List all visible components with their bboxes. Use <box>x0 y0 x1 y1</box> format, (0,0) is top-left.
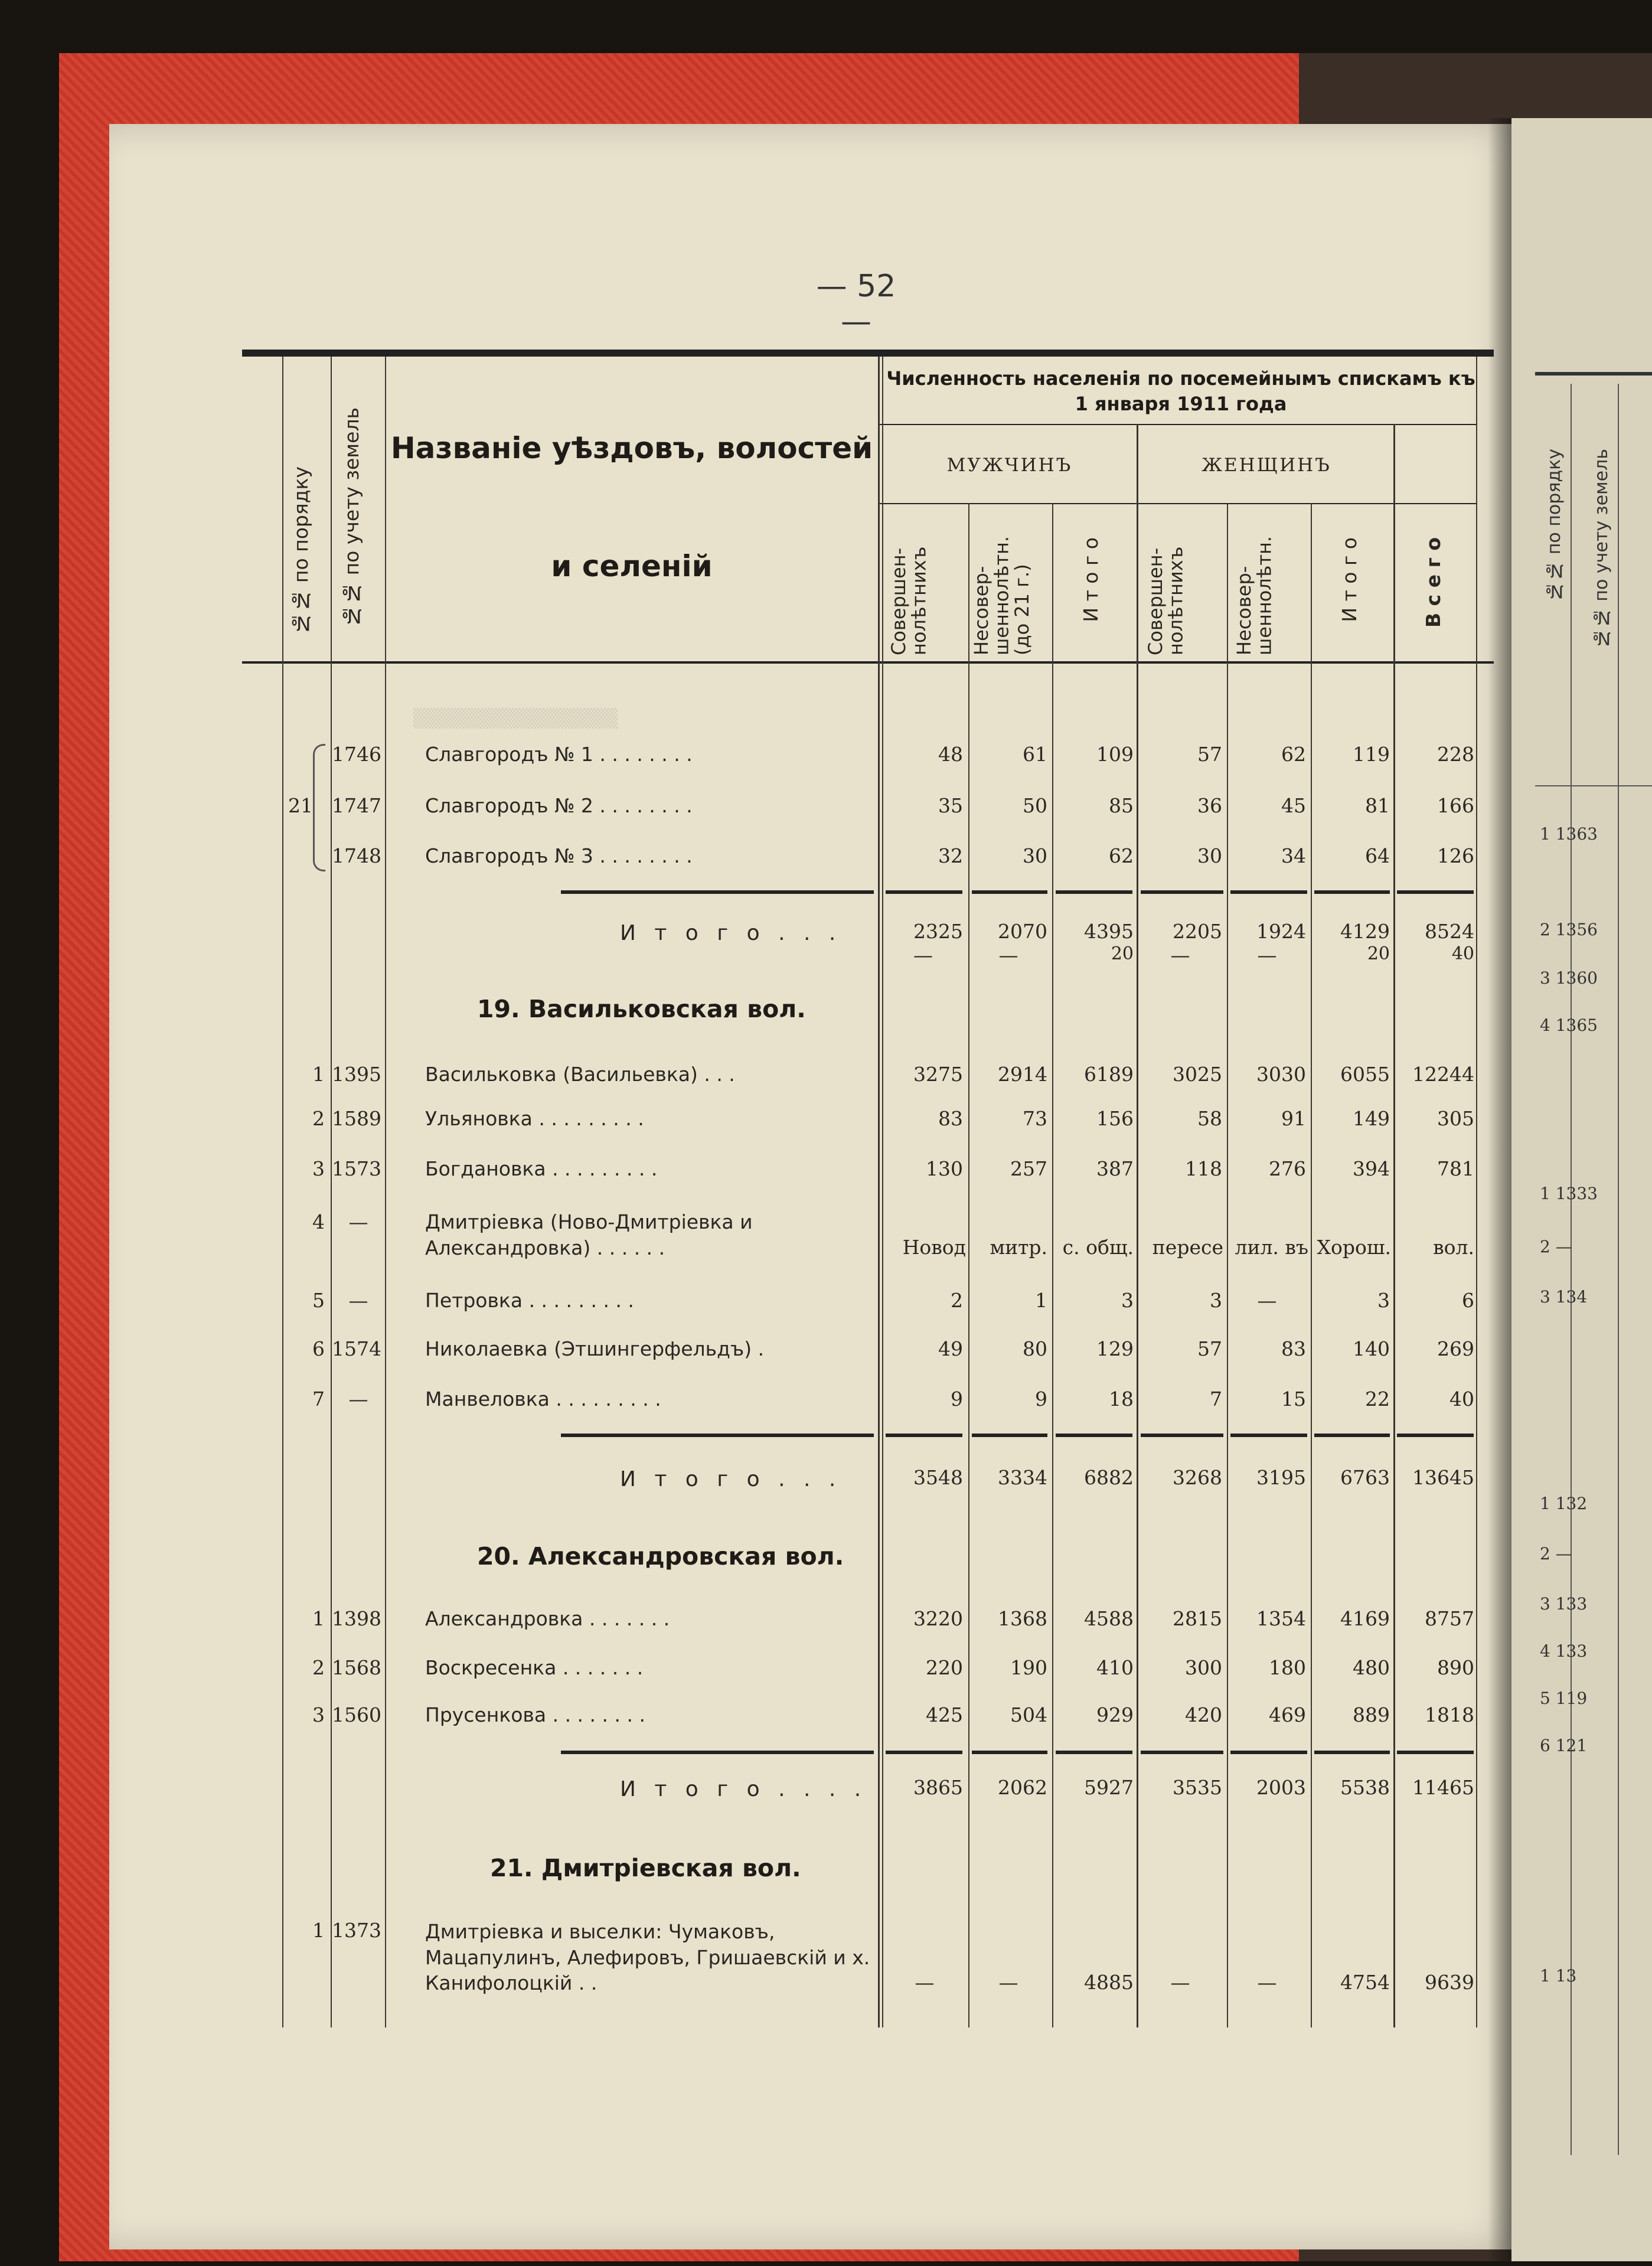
total-rule <box>1314 1751 1390 1754</box>
total-rule <box>1141 1434 1223 1437</box>
title-header-line1: Названіе уѣздовъ, волостей <box>390 431 873 465</box>
women-adult-value: 57 <box>1197 743 1222 766</box>
total-rule <box>886 890 962 894</box>
land-number: 1398 <box>332 1607 381 1630</box>
settlement-name: Воскресенка . . . . . . . <box>425 1656 644 1679</box>
population-subrule <box>880 424 1476 425</box>
women-adult-value: 300 <box>1185 1656 1222 1679</box>
total-rule <box>1230 890 1307 894</box>
total-label: И т о г о . . . <box>620 921 842 945</box>
all-value: 1818 <box>1425 1703 1474 1726</box>
order-number: 1 <box>312 1063 325 1086</box>
men-minor-value: 1368 <box>998 1607 1047 1630</box>
all-header: В с е г о <box>1422 537 1445 628</box>
women-adult-total: 3535 <box>1173 1776 1222 1799</box>
land-number: 1574 <box>332 1337 381 1360</box>
total-label: И т о г о . . . <box>620 1467 842 1491</box>
women-adult-value: 36 <box>1197 794 1222 817</box>
women-adult-value: 7 <box>1210 1387 1222 1410</box>
men-total-value: 62 <box>1109 844 1134 867</box>
page-number: — 52 — <box>816 269 896 339</box>
total-rule <box>1230 1434 1307 1437</box>
order-number: 3 <box>312 1703 325 1726</box>
all-value: 305 <box>1437 1107 1474 1130</box>
order-number: 1 <box>312 1919 325 1942</box>
total-rule <box>1397 1434 1474 1437</box>
col-rule-11 <box>1476 357 1477 2027</box>
all-value: 890 <box>1437 1656 1474 1679</box>
women-minor-value: 469 <box>1269 1703 1306 1726</box>
land-number: 1560 <box>332 1703 381 1726</box>
all-value: 126 <box>1437 844 1474 867</box>
all-value: 166 <box>1437 794 1474 817</box>
men-total-value: 387 <box>1096 1157 1134 1180</box>
table-top-rule <box>242 350 1494 357</box>
settlement-name: Славгородъ № 2 . . . . . . . . <box>425 794 693 817</box>
settlement-name: Петровка . . . . . . . . . <box>425 1289 634 1312</box>
men-total-value: 4885 <box>1084 1971 1134 1994</box>
facing-row: 3 133 <box>1540 1594 1588 1614</box>
women-total-value: 81 <box>1365 794 1390 817</box>
women-adult-value: 3025 <box>1173 1063 1222 1086</box>
land-number: 1373 <box>332 1919 381 1942</box>
men-total-value: 129 <box>1096 1337 1134 1360</box>
men-adult-value: 9 <box>951 1387 963 1410</box>
order-number: 1 <box>312 1607 325 1630</box>
women-minor-value: 180 <box>1269 1656 1306 1679</box>
facing-row: 2 — <box>1540 1237 1572 1256</box>
settlement-name: Прусенкова . . . . . . . . <box>425 1703 645 1726</box>
facing-col-rule <box>1618 384 1619 2155</box>
facing-row: 3 1360 <box>1540 968 1598 988</box>
total-rule <box>1397 890 1474 894</box>
men-total-note: с. общ. <box>1062 1236 1134 1259</box>
facing-row: 1 13 <box>1540 1966 1577 1986</box>
total-rule <box>1397 1751 1474 1754</box>
women-total-value: 119 <box>1353 743 1390 766</box>
women-minor-value: 34 <box>1281 844 1306 867</box>
women-adult-value: 2815 <box>1173 1607 1222 1630</box>
all-value: 12244 <box>1412 1063 1474 1086</box>
all-value: 40 <box>1449 1387 1474 1410</box>
title-header-line2: и селеній <box>551 549 713 583</box>
women-adult-total: 2205 <box>1173 920 1222 943</box>
settlement-name: Дмитріевка и выселки: Чумаковъ, Мацапулинъ, Алефировъ, Гришаевскій и х. Канифолоцкій . . <box>425 1920 870 1995</box>
women-adult-value: 3 <box>1210 1289 1222 1312</box>
order-number: 21 <box>288 794 313 817</box>
men-minor-value: 1 <box>1035 1289 1047 1312</box>
women-total-value: 140 <box>1353 1337 1390 1360</box>
men-adult-value: 48 <box>938 743 963 766</box>
col-land-header: №№ по учету земель <box>340 407 363 628</box>
total-rule <box>972 1434 1047 1437</box>
men-adult-value: 2 <box>951 1289 963 1312</box>
men-adult-value: 130 <box>926 1157 963 1180</box>
total-rule <box>561 890 874 894</box>
men-minor-value: 73 <box>1023 1107 1047 1130</box>
section-title: 20. Александровская вол. <box>477 1542 844 1570</box>
women-adult-value: 30 <box>1197 844 1222 867</box>
land-number: 1589 <box>332 1107 381 1130</box>
all-total-extra: 40 <box>1451 943 1474 964</box>
facing-col-order-header: №№ по порядку <box>1544 449 1565 602</box>
men-header: МУЖЧИНЪ <box>946 455 1073 476</box>
land-number: 1395 <box>332 1063 381 1086</box>
col-rule-4 <box>878 357 880 2027</box>
total-rule <box>1056 1751 1132 1754</box>
women-total-note: Хорош. <box>1317 1236 1391 1259</box>
all-total: 11465 <box>1412 1776 1474 1799</box>
facing-row: 2 1356 <box>1540 920 1598 939</box>
total-rule <box>561 1434 874 1437</box>
women-minor-total: 1924 <box>1256 920 1306 943</box>
women-total-total: 6763 <box>1340 1466 1390 1489</box>
dash: — <box>1257 943 1277 967</box>
settlement-name: Славгородъ № 3 . . . . . . . . <box>425 844 693 867</box>
men-adult-header: Совершен- нолѣтнихъ <box>887 546 931 655</box>
women-total-value: 6055 <box>1340 1063 1390 1086</box>
land-number: 1568 <box>332 1656 381 1679</box>
men-total-total: 4395 <box>1084 920 1134 943</box>
order-number: 2 <box>312 1107 325 1130</box>
women-total-total: 4129 <box>1340 920 1390 943</box>
men-minor-value: 504 <box>1010 1703 1047 1726</box>
men-total-value: 3 <box>1121 1289 1134 1312</box>
col-rule-2 <box>331 357 332 2027</box>
women-total-value: 149 <box>1353 1107 1390 1130</box>
women-adult-value: 57 <box>1197 1337 1222 1360</box>
total-rule <box>972 890 1047 894</box>
women-header: ЖЕНЩИНЪ <box>1202 455 1331 476</box>
facing-top-rule <box>1535 372 1652 376</box>
total-rule <box>972 1751 1047 1754</box>
dash: — <box>913 943 933 967</box>
men-total-total-extra: 20 <box>1111 943 1134 964</box>
men-minor-value: — <box>998 1971 1018 1994</box>
order-bracket <box>313 744 325 871</box>
women-minor-value: 62 <box>1281 743 1306 766</box>
header-bottom-rule <box>242 661 1494 664</box>
all-value: 6 <box>1462 1289 1474 1312</box>
men-minor-value: 2914 <box>998 1063 1047 1086</box>
men-minor-header: Несовер- шеннолѣтн. (до 21 г.) <box>970 536 1034 655</box>
women-minor-value: 1354 <box>1256 1607 1306 1630</box>
total-rule <box>1314 1434 1390 1437</box>
order-number: 7 <box>312 1387 325 1410</box>
men-adult-total: 3548 <box>913 1466 963 1489</box>
women-total-total-extra: 20 <box>1367 943 1390 964</box>
land-number: — <box>348 1387 368 1410</box>
women-adult-value: 58 <box>1197 1107 1222 1130</box>
land-number: 1748 <box>332 844 381 867</box>
men-minor-value: 30 <box>1023 844 1047 867</box>
men-adult-value: 35 <box>938 794 963 817</box>
population-header: Численность населенія по посемейнымъ спискамъ къ 1 января 1911 года <box>886 367 1475 416</box>
women-minor-total: 2003 <box>1256 1776 1306 1799</box>
all-value: 228 <box>1437 743 1474 766</box>
settlement-name: Александровка . . . . . . . <box>425 1607 670 1630</box>
all-value: 8757 <box>1425 1607 1474 1630</box>
facing-row: 1 1363 <box>1540 824 1598 844</box>
total-rule <box>561 1751 874 1754</box>
women-total-total: 5538 <box>1340 1776 1390 1799</box>
men-minor-value: 61 <box>1023 743 1047 766</box>
all-total: 8524 <box>1425 920 1474 943</box>
order-number: 4 <box>312 1210 325 1233</box>
facing-row: 3 134 <box>1540 1287 1588 1307</box>
women-total-value: 480 <box>1353 1656 1390 1679</box>
men-adult-value: 3275 <box>913 1063 963 1086</box>
show-through: ▒▒▒▒▒▒▒▒▒▒▒▒▒▒▒ <box>413 708 618 729</box>
men-minor-value: 9 <box>1035 1387 1047 1410</box>
women-total-value: 4754 <box>1340 1971 1390 1994</box>
men-minor-total: 2070 <box>998 920 1047 943</box>
settlement-name: Васильковка (Васильевка) . . . <box>425 1063 735 1086</box>
total-rule <box>1056 890 1132 894</box>
dash: — <box>1170 943 1190 967</box>
all-note: вол. <box>1433 1236 1474 1259</box>
women-minor-value: 3030 <box>1256 1063 1306 1086</box>
all-value: 269 <box>1437 1337 1474 1360</box>
settlement-name: Манвеловка . . . . . . . . . <box>425 1387 661 1410</box>
total-rule <box>1230 1751 1307 1754</box>
total-rule <box>1314 890 1390 894</box>
men-total-value: 929 <box>1096 1703 1134 1726</box>
men-adult-note: Новод <box>902 1236 966 1259</box>
total-rule <box>1141 1751 1223 1754</box>
facing-row: 1 1333 <box>1540 1184 1598 1203</box>
all-value: 781 <box>1437 1157 1474 1180</box>
women-minor-note: лил. въ <box>1235 1236 1308 1259</box>
women-total-header: И т о г о <box>1338 537 1361 622</box>
order-number: 3 <box>312 1157 325 1180</box>
women-total-value: 3 <box>1377 1289 1390 1312</box>
women-minor-value: 91 <box>1281 1107 1306 1130</box>
women-adult-value: 420 <box>1185 1703 1222 1726</box>
facing-header-rule <box>1535 785 1652 786</box>
women-total-value: 64 <box>1365 844 1390 867</box>
land-number: 1747 <box>332 794 381 817</box>
women-adult-note: пересе <box>1152 1236 1223 1259</box>
men-adult-total: 2325 <box>913 920 963 943</box>
women-minor-header: Несовер- шеннолѣтн. <box>1233 536 1276 655</box>
men-minor-total: 3334 <box>998 1466 1047 1489</box>
facing-row: 5 119 <box>1540 1689 1588 1708</box>
facing-page <box>1511 118 1652 2261</box>
facing-row: 1 132 <box>1540 1494 1588 1513</box>
facing-col-rule <box>1571 384 1572 2155</box>
men-adult-value: — <box>915 1971 935 1994</box>
men-minor-value: 257 <box>1010 1157 1047 1180</box>
land-number: — <box>348 1289 368 1312</box>
men-minor-value: 190 <box>1010 1656 1047 1679</box>
settlement-name: Дмитріевка (Ново-Дмитріевка и Александровка) . . . . . . <box>425 1210 753 1259</box>
men-minor-total: 2062 <box>998 1776 1047 1799</box>
men-total-value: 410 <box>1096 1656 1134 1679</box>
women-total-value: 889 <box>1353 1703 1390 1726</box>
women-total-value: 22 <box>1365 1387 1390 1410</box>
women-minor-value: — <box>1257 1971 1277 1994</box>
men-total-value: 6189 <box>1084 1063 1134 1086</box>
col-order-header: №№ по порядку <box>289 466 312 635</box>
total-rule <box>1056 1434 1132 1437</box>
settlement-name: Богдановка . . . . . . . . . <box>425 1157 658 1180</box>
men-minor-value: 80 <box>1023 1337 1047 1360</box>
order-number: 2 <box>312 1656 325 1679</box>
men-adult-value: 425 <box>926 1703 963 1726</box>
women-minor-total: 3195 <box>1256 1466 1306 1489</box>
women-total-value: 394 <box>1353 1157 1390 1180</box>
women-minor-value: 15 <box>1281 1387 1306 1410</box>
men-adult-value: 3220 <box>913 1607 963 1630</box>
women-minor-value: 83 <box>1281 1337 1306 1360</box>
men-minor-value: 50 <box>1023 794 1047 817</box>
women-adult-total: 3268 <box>1173 1466 1222 1489</box>
facing-row: 2 — <box>1540 1544 1572 1563</box>
men-total-value: 156 <box>1096 1107 1134 1130</box>
facing-row: 6 121 <box>1540 1736 1588 1755</box>
total-rule <box>886 1434 962 1437</box>
men-total-value: 85 <box>1109 794 1134 817</box>
settlement-name: Ульяновка . . . . . . . . . <box>425 1107 644 1130</box>
land-number: 1573 <box>332 1157 381 1180</box>
women-minor-value: 276 <box>1269 1157 1306 1180</box>
women-minor-value: — <box>1257 1289 1277 1312</box>
facing-row: 4 133 <box>1540 1641 1588 1661</box>
land-number: — <box>348 1210 368 1233</box>
men-adult-value: 49 <box>938 1337 963 1360</box>
men-adult-total: 3865 <box>913 1776 963 1799</box>
all-total: 13645 <box>1412 1466 1474 1489</box>
order-number: 5 <box>312 1289 325 1312</box>
land-number: 1746 <box>332 743 381 766</box>
col-rule-3 <box>385 357 386 2027</box>
total-label: И т о г о . . . . <box>620 1777 867 1801</box>
men-adult-value: 83 <box>938 1107 963 1130</box>
total-rule <box>886 1751 962 1754</box>
women-total-value: 4169 <box>1340 1607 1390 1630</box>
men-adult-value: 32 <box>938 844 963 867</box>
men-total-total: 6882 <box>1084 1466 1134 1489</box>
women-minor-value: 45 <box>1281 794 1306 817</box>
section-title: 21. Дмитріевская вол. <box>490 1854 801 1882</box>
facing-row: 4 1365 <box>1540 1016 1598 1035</box>
men-total-value: 18 <box>1109 1387 1134 1410</box>
facing-col-land-header: №№ по учету земель <box>1591 449 1612 649</box>
total-rule <box>1141 890 1223 894</box>
men-total-header: И т о г о <box>1079 537 1102 622</box>
men-total-value: 109 <box>1096 743 1134 766</box>
women-adult-header: Совершен- нолѣтнихъ <box>1144 546 1187 655</box>
settlement-name: Николаевка (Этшингерфельдъ) . <box>425 1337 765 1360</box>
col-rule-1 <box>282 357 283 2027</box>
dash: — <box>998 943 1018 967</box>
men-minor-note: митр. <box>990 1236 1047 1259</box>
women-adult-value: 118 <box>1185 1157 1222 1180</box>
men-total-value: 4588 <box>1084 1607 1134 1630</box>
section-title: 19. Васильковская вол. <box>477 995 806 1023</box>
all-value: 9639 <box>1425 1971 1474 1994</box>
order-number: 6 <box>312 1337 325 1360</box>
men-total-total: 5927 <box>1084 1776 1134 1799</box>
women-adult-value: — <box>1170 1971 1190 1994</box>
men-adult-value: 220 <box>926 1656 963 1679</box>
settlement-name: Славгородъ № 1 . . . . . . . . <box>425 743 693 766</box>
